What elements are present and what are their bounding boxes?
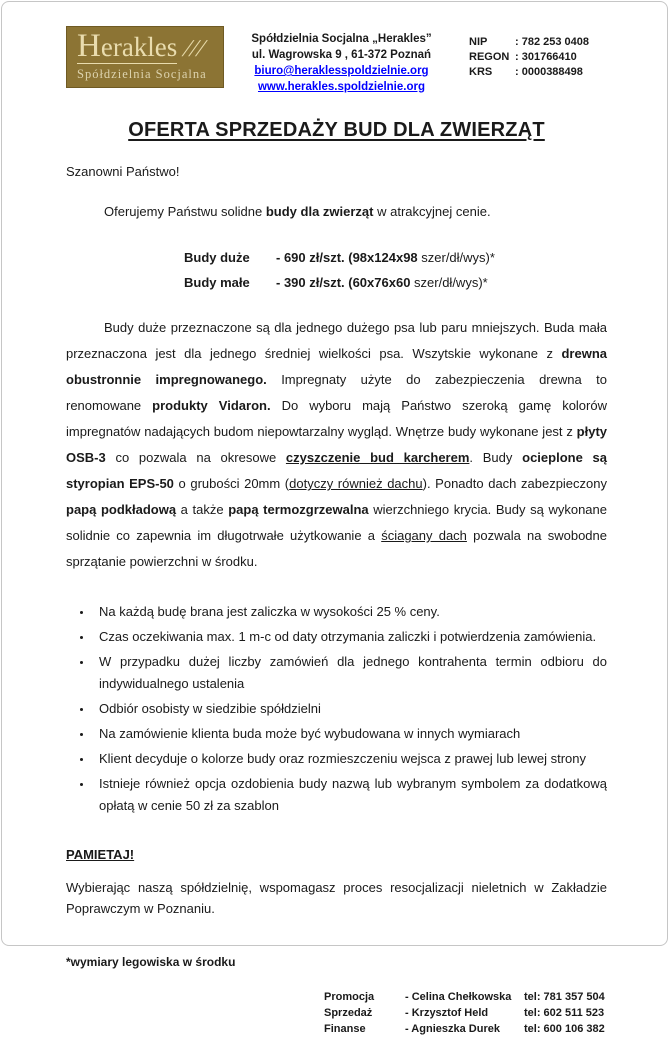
company-address: ul. Wagrowska 9 , 61-372 Poznań	[251, 49, 432, 61]
price-list	[184, 245, 607, 295]
text-run: Do wyboru mają Państwo szeroką gamę kolorów impregnatów nadających budom niepowtarzalny wygląd. Wnętrze budy wykonane jest z	[66, 398, 607, 439]
text-run-bold: drewna obustronnie impregnowanego.	[66, 346, 607, 387]
nip-value: : 782 253 0408	[515, 36, 590, 48]
list-item: • Klient decyduje o kolorze budy oraz rozmieszczeniu wejsca z prawej lub lewej strony	[93, 748, 607, 770]
text-run-bold: papą podkładową	[66, 502, 177, 517]
contact-role: Sprzedaż	[324, 1007, 373, 1019]
text-run: o grubości 20mm (	[173, 476, 290, 491]
contact-list	[324, 989, 607, 1037]
logo-initial: H	[77, 28, 101, 64]
text-run: szer/dł/wys)*	[414, 275, 488, 290]
list-item: • Istnieje również opcja ozdobienia budy nazwą lub wybranym symbolem za dodatkową opłatą w cenie 50 zł za szablon	[93, 773, 607, 817]
company-name: Spółdzielnia Socjalna „Herakles”	[251, 33, 432, 45]
contact-role: Promocja	[324, 991, 375, 1003]
nip-label: NIP	[469, 36, 488, 48]
text-run-bold: produkty Vidaron.	[152, 398, 271, 413]
price-item-value	[276, 270, 488, 295]
list-item: • Czas oczekiwania max. 1 m-c od daty otrzymania zaliczki i potwierdzenia zamówienia.	[93, 626, 607, 648]
letterhead	[66, 26, 607, 95]
text-run: Budy duże przeznaczone są dla jednego dużego psa lub paru mniejszych. Buda mała przeznaczona jest dla jednego średniej wielkości psa. Wszytskie wykonane z	[66, 320, 607, 361]
regon-row	[469, 50, 607, 65]
company-website-link[interactable]: www.herakles.spoldzielnie.org	[257, 81, 425, 93]
text-run: . Budy	[469, 450, 523, 465]
text-run-underline: dotyczy również dachu	[289, 476, 423, 491]
contact-name: - Krzysztof Held	[405, 1007, 489, 1019]
contact-name: - Celina Chełkowska	[405, 991, 512, 1003]
contact-row	[324, 989, 607, 1005]
text-run: pozwala na swobodne sprzątanie powierzchni w środku.	[66, 528, 607, 569]
krs-label: KRS	[469, 66, 493, 78]
company-details	[224, 26, 459, 95]
logo-subtitle: Spółdzielnia Socjalna	[77, 67, 207, 81]
text-run: ). Ponadto dach zabezpieczony	[422, 476, 608, 491]
contact-row	[324, 1005, 607, 1021]
terms-bullet-list	[66, 601, 607, 817]
contact-row	[324, 1021, 607, 1037]
reminder-text: Wybierając naszą spółdzielnię, wspomagasz proces resocjalizacji nieletnich w Zakładzie Poprawczym w Poznaniu.	[66, 880, 607, 916]
krs-row	[469, 65, 607, 80]
price-item-value	[276, 245, 495, 270]
reminder-heading: PAMIETAJ!	[66, 847, 135, 862]
page-title: OFERTA SPRZEDAŻY BUD DLA ZWIERZĄT	[128, 119, 545, 141]
company-email-link[interactable]: biuro@heraklesspoldzielnie.org	[254, 65, 429, 77]
contact-phone: tel: 781 357 504	[524, 991, 605, 1003]
intro-sentence	[104, 204, 607, 219]
body-paragraph	[66, 315, 607, 575]
regon-label: REGON	[469, 51, 510, 63]
text-run: szer/dł/wys)*	[421, 250, 495, 265]
list-item: • Odbiór osobisty w siedzibie spółdzielni	[93, 698, 607, 720]
list-item: • W przypadku dużej liczby zamówień dla jednego kontrahenta termin odbioru do indywidualnego ustalenia	[93, 651, 607, 695]
greeting: Szanowni Państwo!	[66, 164, 180, 179]
krs-value: : 0000388498	[515, 66, 583, 78]
footnote: *wymiary legowiska w środku	[66, 955, 236, 969]
list-item: • Na zamówienie klienta buda może być wybudowana w innych wymiarach	[93, 723, 607, 745]
logo-name-rest: erakles	[100, 32, 178, 62]
text-run: w atrakcyjnej cenie.	[373, 204, 491, 219]
text-run-underline: ściagany dach	[381, 528, 467, 543]
logo-name	[77, 28, 178, 64]
contact-phone: tel: 602 511 523	[524, 1007, 605, 1019]
document-page	[1, 1, 668, 1035]
contact-phone: tel: 600 106 382	[524, 1023, 605, 1035]
price-item-name: Budy duże	[184, 250, 250, 265]
text-run: Impregnaty użyte do zabezpieczenia drewna to renomowane	[66, 372, 607, 413]
company-logo	[66, 26, 224, 88]
contact-role: Finanse	[324, 1023, 366, 1035]
nip-row	[469, 35, 607, 50]
text-run-bold-underline: czyszczenie bud karcherem	[285, 450, 470, 465]
text-run: co pozwala na okresowe	[105, 450, 286, 465]
regon-value: : 301766410	[515, 51, 577, 63]
text-run-bold: płyty OSB-3	[66, 424, 607, 465]
list-item: • Na każdą budę brana jest zaliczka w wysokości 25 % ceny.	[93, 601, 607, 623]
price-row-large	[184, 245, 607, 270]
registry-numbers	[469, 26, 607, 80]
price-row-small	[184, 270, 607, 295]
text-run-bold: budy dla zwierząt	[265, 204, 374, 219]
text-run-bold: papą termozgrzewalna	[228, 502, 369, 517]
text-run-bold: ocieplone są styropian EPS-50	[66, 450, 608, 491]
text-run: Oferujemy Państwu solidne	[104, 204, 266, 219]
price-item-name: Budy małe	[184, 275, 250, 290]
text-run-bold: - 690 zł/szt. (98x124x98	[276, 250, 422, 265]
contact-name: - Agnieszka Durek	[405, 1023, 500, 1035]
text-run: a także	[176, 502, 229, 517]
text-run-bold: - 390 zł/szt. (60x76x60	[276, 275, 415, 290]
text-run: wierzchniego krycia. Budy są wykonane solidnie co zapewnia im długotrwałe użytkowanie a	[66, 502, 607, 543]
logo-slashes-icon: ///	[181, 36, 208, 62]
logo-wordmark	[77, 28, 215, 64]
